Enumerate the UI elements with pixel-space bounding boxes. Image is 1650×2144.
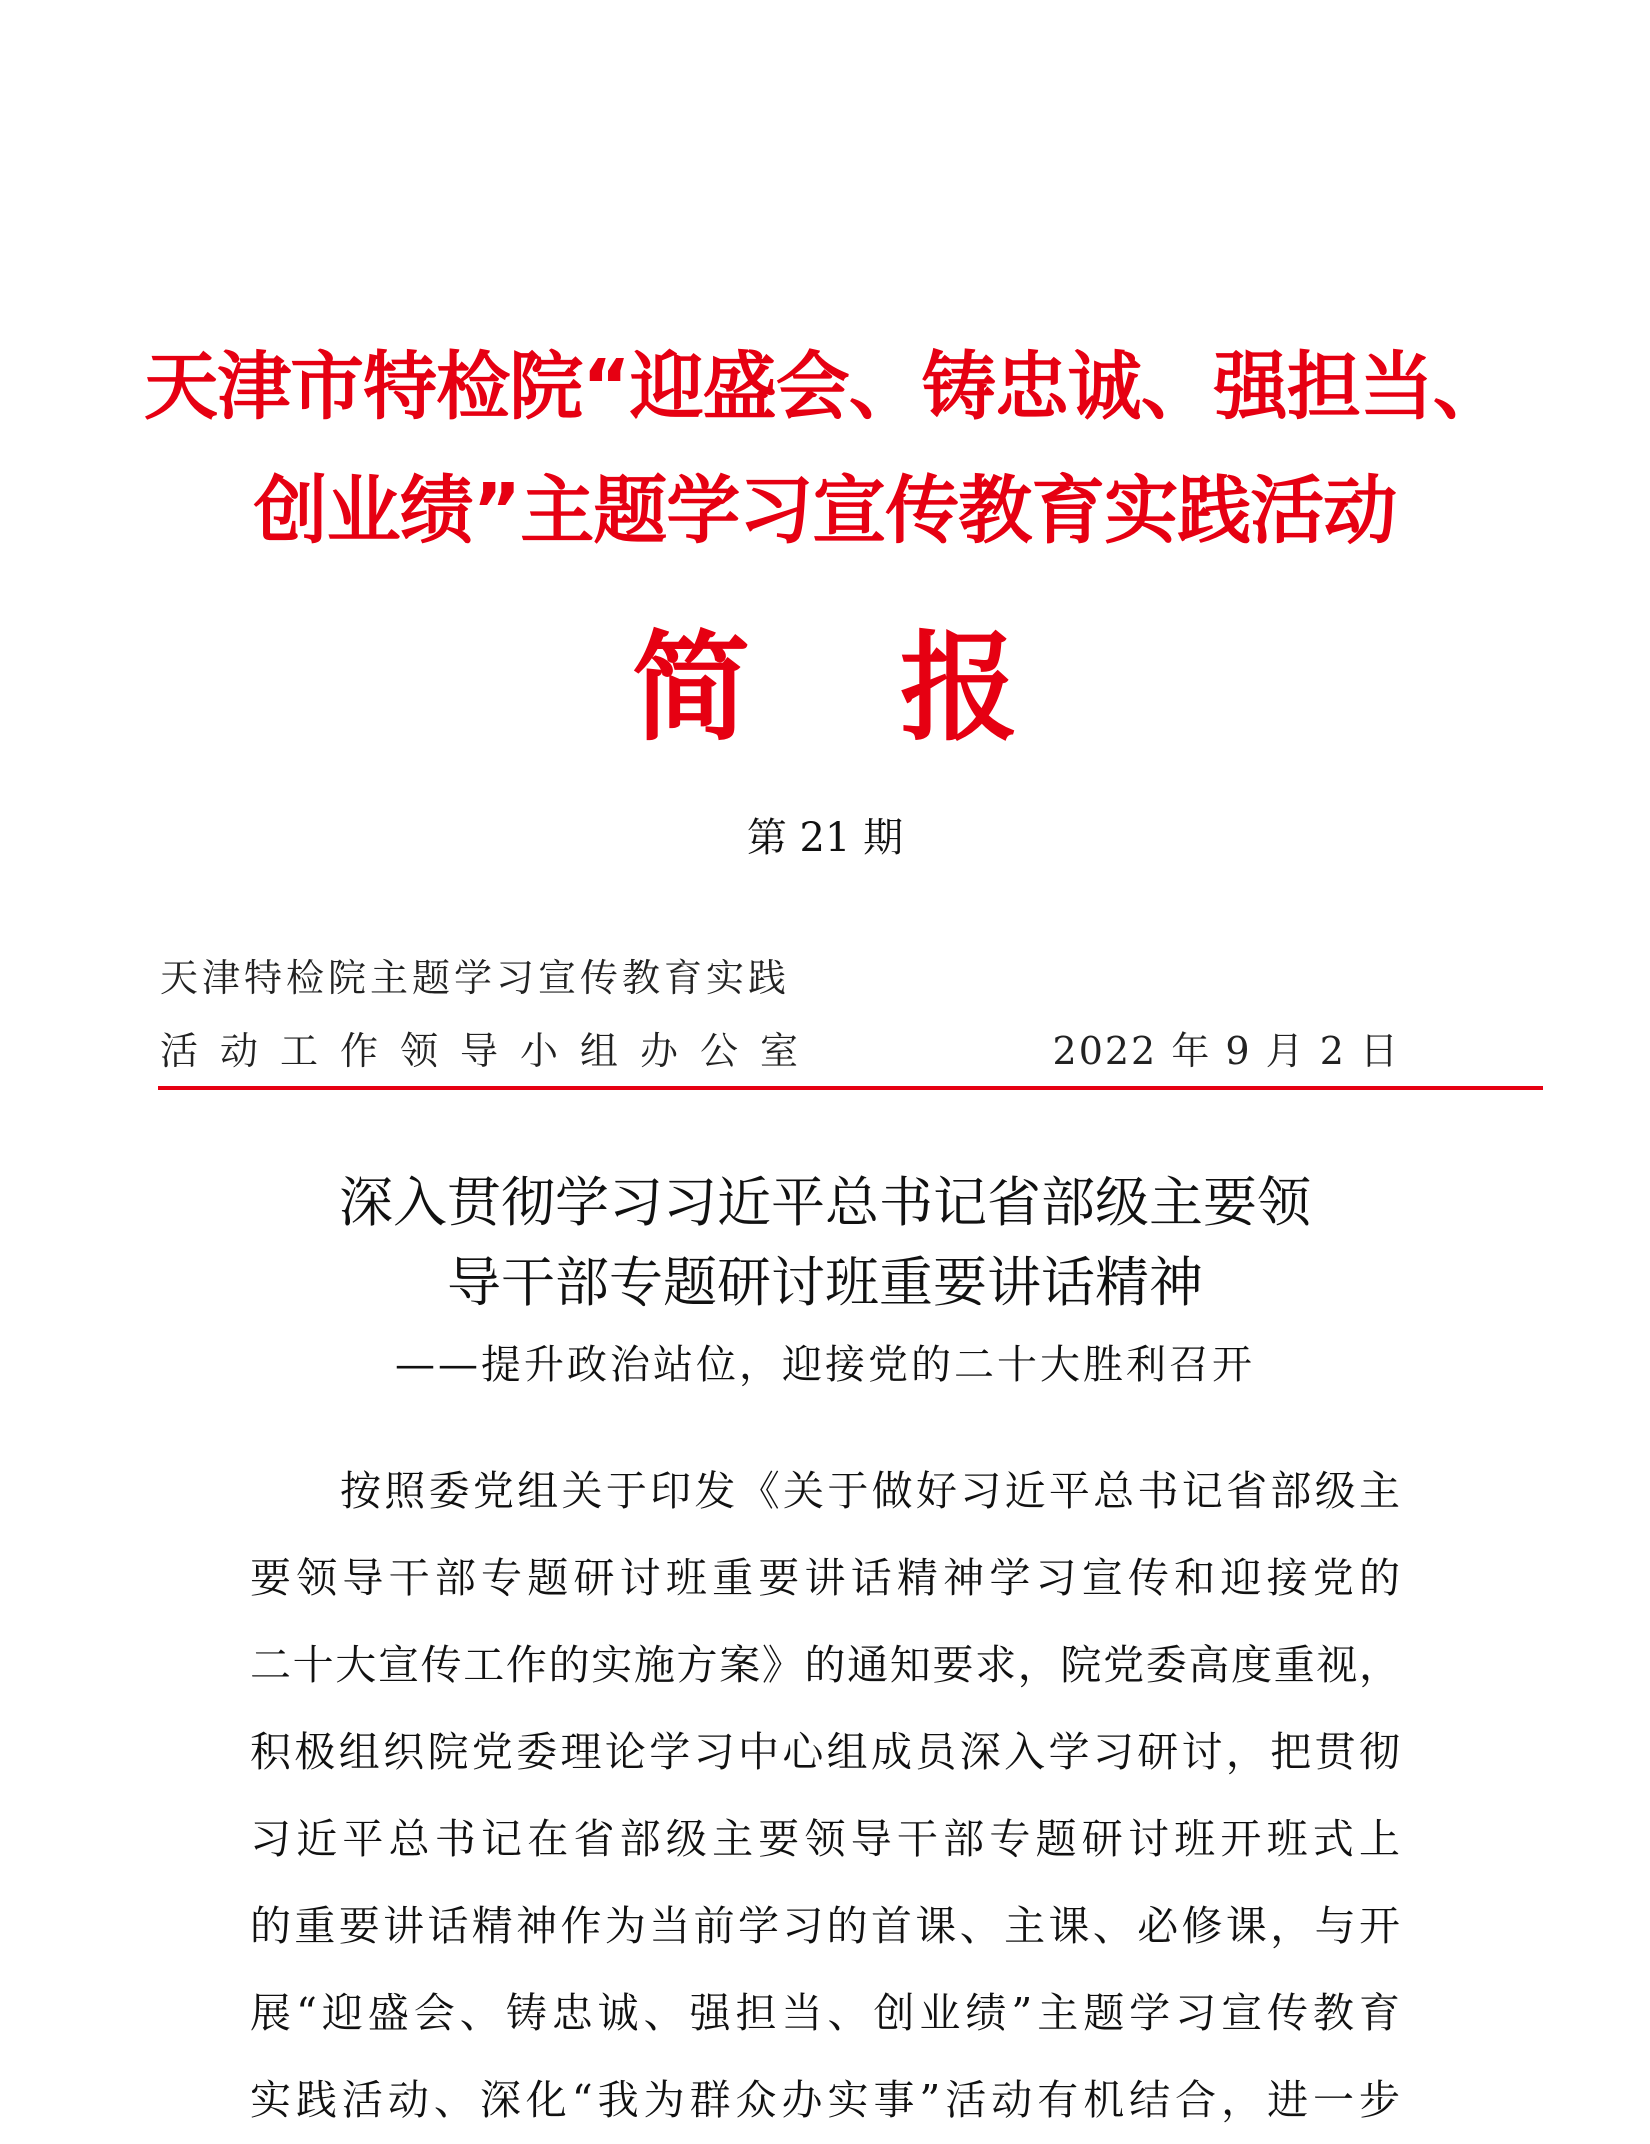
masthead-brief-heading: 简报 (631, 619, 1168, 757)
article-subtitle: ——提升政治站位，迎接党的二十大胜利召开 (395, 1342, 1255, 1388)
masthead-title-line-1: 天津市特检院“迎盛会、铸忠诚、强担当、 (144, 344, 1506, 430)
red-divider-rule (158, 1086, 1543, 1090)
article-title-line-2: 导干部专题研讨班重要讲话精神 (447, 1251, 1203, 1314)
body-line: 积极组织院党委理论学习中心组成员深入学习研讨，把贯彻 (250, 1728, 1400, 1776)
article-body-paragraph (250, 1448, 1400, 2144)
body-line: 实践活动、深化“我为群众办实事”活动有机结合，进一步 (250, 2076, 1400, 2124)
body-line: 习近平总书记在省部级主要领导干部专题研讨班开班式上 (250, 1815, 1400, 1863)
body-line: 二十大宣传工作的实施方案》的通知要求，院党委高度重视， (250, 1641, 1400, 1689)
issue-number: 第 21 期 (746, 815, 904, 861)
publication-date: 2022 年 9 月 2 日 (1052, 1029, 1400, 1073)
body-line: 展“迎盛会、铸忠诚、强担当、创业绩”主题学习宣传教育 (250, 1989, 1400, 2037)
issuer-line-1: 天津特检院主题学习宣传教育实践 (160, 956, 791, 1000)
body-line: 要领导干部专题研讨班重要讲话精神学习宣传和迎接党的 (250, 1554, 1400, 1602)
body-line: 的重要讲话精神作为当前学习的首课、主课、必修课，与开 (250, 1902, 1400, 1950)
masthead-title-line-2: 创业绩”主题学习宣传教育实践活动 (253, 468, 1397, 554)
issuer-line-2: 活动工作领导小组办公室 (160, 1029, 821, 1073)
body-line: 按照委党组关于印发《关于做好习近平总书记省部级主 (340, 1467, 1400, 1515)
article-title-line-1: 深入贯彻学习习近平总书记省部级主要领 (339, 1171, 1311, 1234)
